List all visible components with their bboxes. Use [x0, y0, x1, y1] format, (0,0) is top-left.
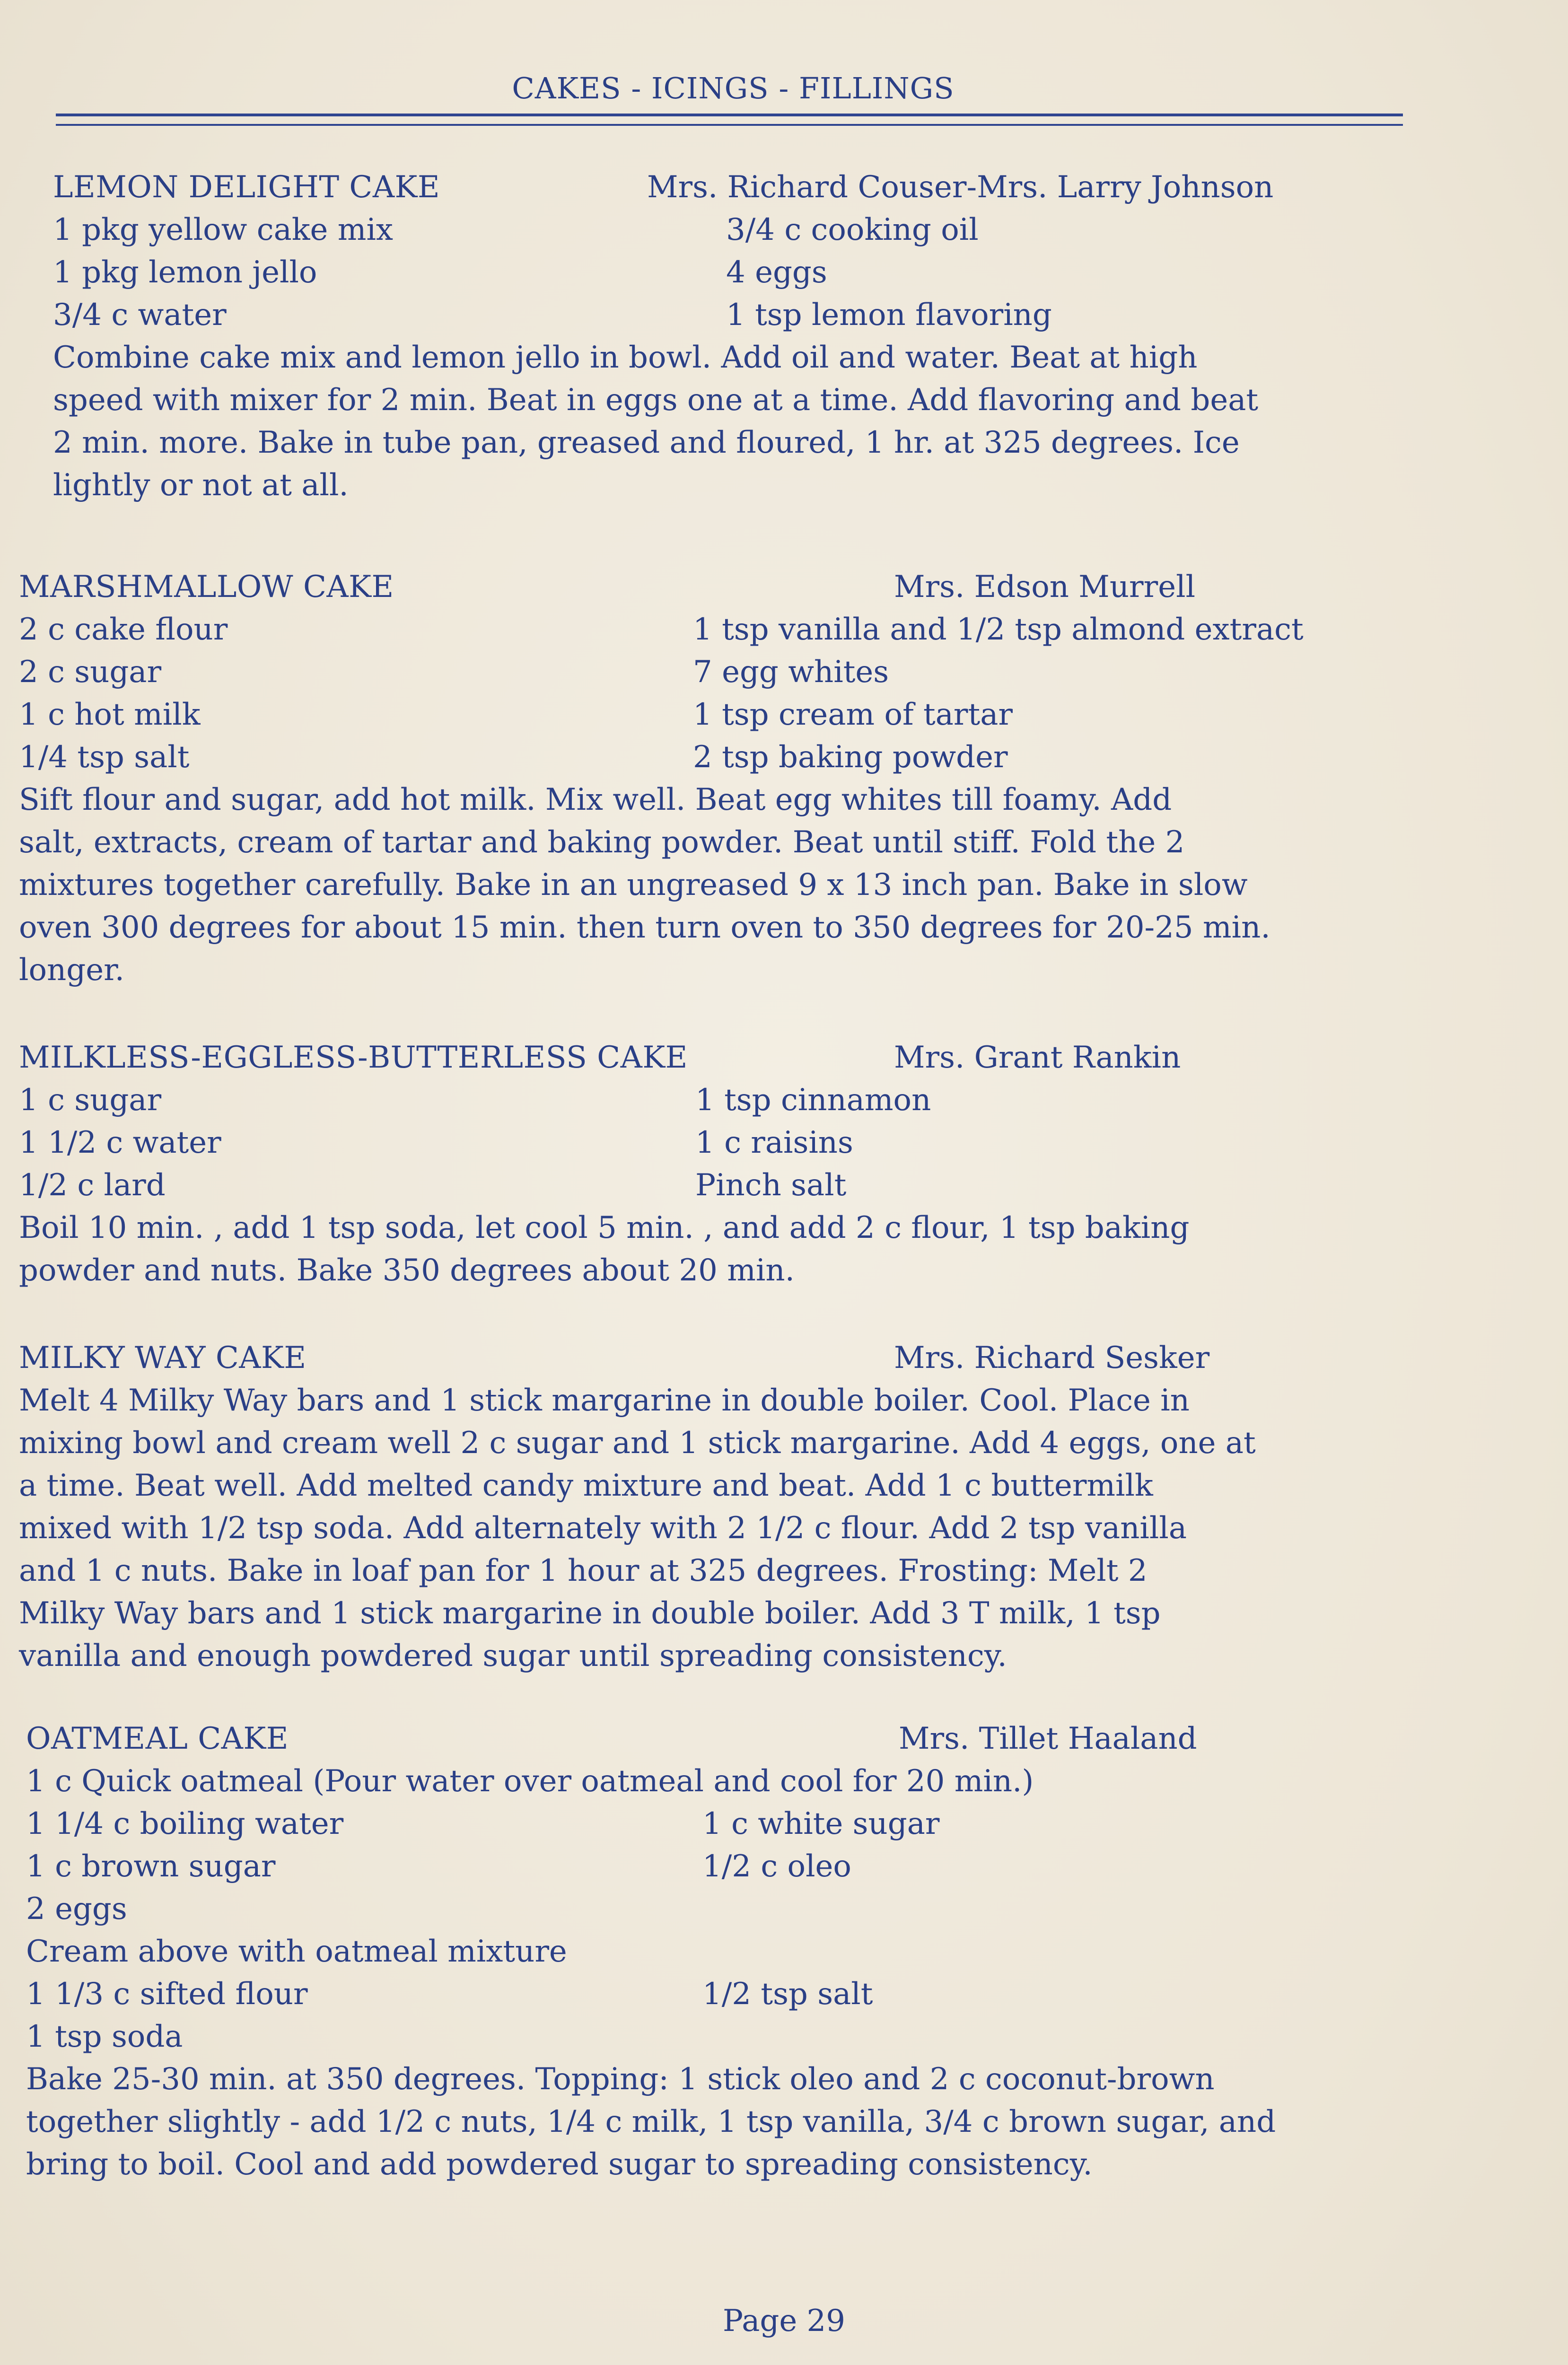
- recipe-author: Mrs. Edson Murrell: [894, 569, 1196, 604]
- ingredient: 2 tsp baking powder: [693, 740, 1008, 775]
- direction-line: oven 300 degrees for about 15 min. then turn oven to 350 degrees for 20-25 min.: [19, 910, 1270, 945]
- page-number: Page 29: [723, 2304, 845, 2339]
- ingredient: 1 tsp lemon flavoring: [726, 298, 1052, 333]
- ingredient: 1 pkg lemon jello: [53, 255, 317, 290]
- ingredient: 1/2 tsp salt: [702, 1977, 873, 2012]
- ingredient: 1 tsp vanilla and 1/2 tsp almond extract: [693, 612, 1304, 647]
- ingredient: 3/4 c cooking oil: [726, 212, 979, 247]
- direction-line: and 1 c nuts. Bake in loaf pan for 1 hour at 325 degrees. Frosting: Melt 2: [19, 1553, 1148, 1588]
- direction-line: speed with mixer for 2 min. Beat in eggs one at a time. Add flavoring and beat: [53, 383, 1259, 418]
- recipe-author: Mrs. Tillet Haaland: [899, 1721, 1197, 1756]
- recipe-title: LEMON DELIGHT CAKE: [53, 170, 440, 205]
- ingredient: 2 c cake flour: [19, 612, 228, 647]
- recipe-author: Mrs. Richard Couser-Mrs. Larry Johnson: [647, 170, 1274, 205]
- ingredient: 1 c Quick oatmeal (Pour water over oatmeal and cool for 20 min.): [26, 1764, 1034, 1799]
- instruction-line: Cream above with oatmeal mixture: [26, 1934, 567, 1969]
- recipe-author: Mrs. Richard Sesker: [894, 1340, 1210, 1375]
- ingredient: 1 1/2 c water: [19, 1125, 221, 1160]
- ingredient: 1/4 tsp salt: [19, 740, 190, 775]
- header-rule-bottom: [56, 124, 1403, 126]
- ingredient: 1 pkg yellow cake mix: [53, 212, 393, 247]
- direction-line: Milky Way bars and 1 stick margarine in double boiler. Add 3 T milk, 1 tsp: [19, 1596, 1161, 1631]
- ingredient: 1 c white sugar: [702, 1806, 940, 1841]
- direction-line: powder and nuts. Bake 350 degrees about 20 min.: [19, 1253, 795, 1288]
- ingredient: 2 eggs: [26, 1892, 127, 1927]
- ingredient: 3/4 c water: [53, 298, 227, 333]
- ingredient: 1 c hot milk: [19, 697, 201, 732]
- direction-line: vanilla and enough powdered sugar until spreading consistency.: [19, 1638, 1007, 1673]
- ingredient: 1 c raisins: [695, 1125, 853, 1160]
- direction-line: Combine cake mix and lemon jello in bowl. Add oil and water. Beat at high: [53, 340, 1198, 375]
- ingredient: 7 egg whites: [693, 655, 889, 690]
- ingredient: 4 eggs: [726, 255, 827, 290]
- ingredient: 1 1/4 c boiling water: [26, 1806, 344, 1841]
- ingredient: 2 c sugar: [19, 655, 162, 690]
- direction-line: mixtures together carefully. Bake in an ungreased 9 x 13 inch pan. Bake in slow: [19, 867, 1248, 902]
- ingredient: 1 tsp cream of tartar: [693, 697, 1013, 732]
- ingredient: 1/2 c oleo: [702, 1849, 851, 1884]
- recipe-title: OATMEAL CAKE: [26, 1721, 289, 1756]
- ingredient: 1 1/3 c sifted flour: [26, 1977, 308, 2012]
- direction-line: Boil 10 min. , add 1 tsp soda, let cool 5 min. , and add 2 c flour, 1 tsp baking: [19, 1210, 1190, 1245]
- direction-line: Bake 25-30 min. at 350 degrees. Topping: 1 stick oleo and 2 c coconut-brown: [26, 2062, 1215, 2097]
- direction-line: together slightly - add 1/2 c nuts, 1/4 c milk, 1 tsp vanilla, 3/4 c brown sugar, and: [26, 2104, 1276, 2139]
- direction-line: mixing bowl and cream well 2 c sugar and 1 stick margarine. Add 4 eggs, one at: [19, 1426, 1256, 1461]
- ingredient: 1 tsp soda: [26, 2019, 183, 2054]
- direction-line: longer.: [19, 953, 124, 988]
- direction-line: salt, extracts, cream of tartar and baking powder. Beat until stiff. Fold the 2: [19, 825, 1185, 860]
- direction-line: 2 min. more. Bake in tube pan, greased and floured, 1 hr. at 325 degrees. Ice: [53, 425, 1240, 460]
- direction-line: bring to boil. Cool and add powdered sugar to spreading consistency.: [26, 2147, 1093, 2182]
- recipe-title: MARSHMALLOW CAKE: [19, 569, 394, 604]
- page-header: CAKES - ICINGS - FILLINGS: [512, 71, 955, 105]
- direction-line: Sift flour and sugar, add hot milk. Mix well. Beat egg whites till foamy. Add: [19, 782, 1172, 817]
- direction-line: Melt 4 Milky Way bars and 1 stick margarine in double boiler. Cool. Place in: [19, 1383, 1190, 1418]
- ingredient: Pinch salt: [695, 1168, 847, 1203]
- direction-line: a time. Beat well. Add melted candy mixture and beat. Add 1 c buttermilk: [19, 1468, 1153, 1503]
- ingredient: 1 c brown sugar: [26, 1849, 276, 1884]
- header-rule-top: [56, 114, 1403, 116]
- ingredient: 1/2 c lard: [19, 1168, 166, 1203]
- recipe-title: MILKLESS-EGGLESS-BUTTERLESS CAKE: [19, 1040, 688, 1075]
- recipe-author: Mrs. Grant Rankin: [894, 1040, 1181, 1075]
- ingredient: 1 tsp cinnamon: [695, 1083, 931, 1118]
- direction-line: lightly or not at all.: [53, 468, 349, 503]
- ingredient: 1 c sugar: [19, 1083, 162, 1118]
- recipe-title: MILKY WAY CAKE: [19, 1340, 307, 1375]
- direction-line: mixed with 1/2 tsp soda. Add alternately with 2 1/2 c flour. Add 2 tsp vanilla: [19, 1511, 1187, 1546]
